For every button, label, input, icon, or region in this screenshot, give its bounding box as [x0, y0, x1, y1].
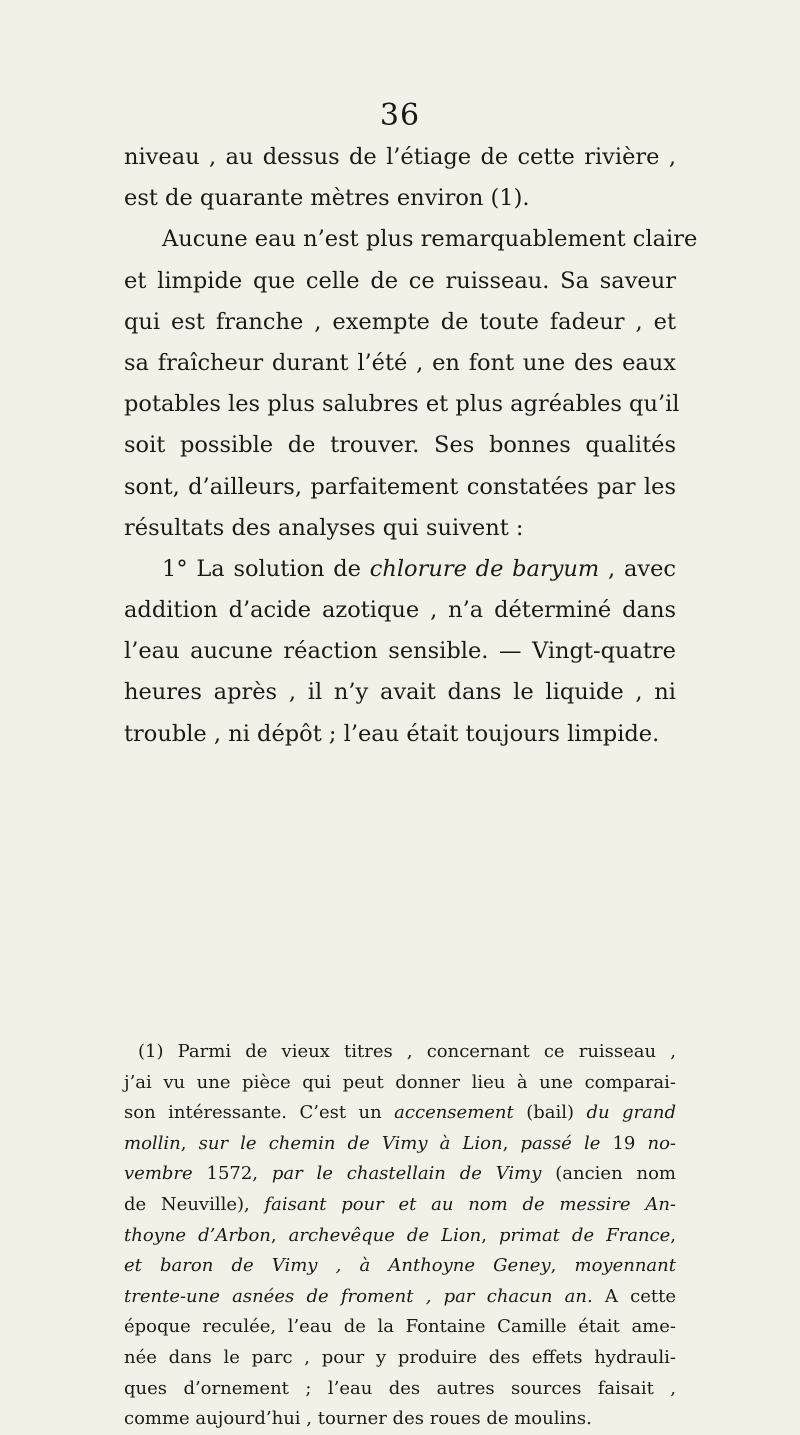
page-number: 36 [379, 98, 421, 133]
text-line: Aucune eau n’est plus remarquablement claire [162, 226, 698, 253]
text-line: résultats des analyses qui suivent : [124, 514, 524, 541]
text-line: sont, d’ailleurs, parfaitement constatées par les [124, 473, 676, 500]
footnote-line: vembre 1572, par le chastellain de Vimy (ancien nom [124, 1163, 676, 1185]
text-line: niveau , au dessus de l’étiage de cette rivière , [124, 144, 676, 170]
footnote-line: époque reculée, l’eau de la Fontaine Camille était ame- [124, 1316, 676, 1338]
text-line: trouble , ni dépôt ; l’eau était toujours limpide. [124, 720, 660, 747]
footnote [124, 1037, 676, 1435]
footnote-line: de Neuville), faisant pour et au nom de messire An- [124, 1193, 676, 1215]
footnote-line: ques d’ornement ; l’eau des autres sources faisait , [124, 1377, 676, 1399]
footnote-line: comme aujourd’hui , tourner des roues de moulins. [124, 1408, 592, 1430]
body-text [124, 137, 698, 755]
text-line: soit possible de trouver. Ses bonnes qualités [124, 432, 676, 459]
text-line: est de quarante mètres environ (1). [124, 185, 530, 212]
footnote-line: mollin, sur le chemin de Vimy à Lion, passé le 19 no- [124, 1132, 677, 1154]
text-line: qui est franche , exempte de toute fadeur , et [124, 308, 676, 335]
footnote-line: et baron de Vimy , à Anthoyne Geney, moyennant [124, 1255, 676, 1277]
text-line: heures après , il n’y avait dans le liquide , ni [124, 679, 676, 706]
text-line: et limpide que celle de ce ruisseau. Sa saveur [124, 267, 676, 294]
text-line: sa fraîcheur durant l’été , en font une des eaux [124, 349, 676, 376]
text-line: potables les plus salubres et plus agréables qu’il [124, 391, 680, 418]
footnote-line: thoyne d’Arbon, archevêque de Lion, primat de France, [124, 1224, 677, 1246]
footnote-line: (1) Parmi de vieux titres , concernant ce ruisseau , [138, 1041, 676, 1062]
text-line: 1° La solution de chlorure de baryum , avec [162, 555, 676, 582]
text-line: addition d’acide azotique , n’a déterminé dans [124, 597, 676, 624]
footnote-line: j’ai vu une pièce qui peut donner lieu à une comparai- [124, 1071, 676, 1093]
footnote-line: son intéressante. C’est un accensement (bail) du grand [124, 1102, 677, 1124]
footnote-line: née dans le parc , pour y produire des effets hydrauli- [124, 1346, 676, 1368]
footnote-line: trente-une asnées de froment , par chacun an. A cette [124, 1285, 677, 1307]
text-line: l’eau aucune réaction sensible. — Vingt-quatre [124, 638, 676, 665]
